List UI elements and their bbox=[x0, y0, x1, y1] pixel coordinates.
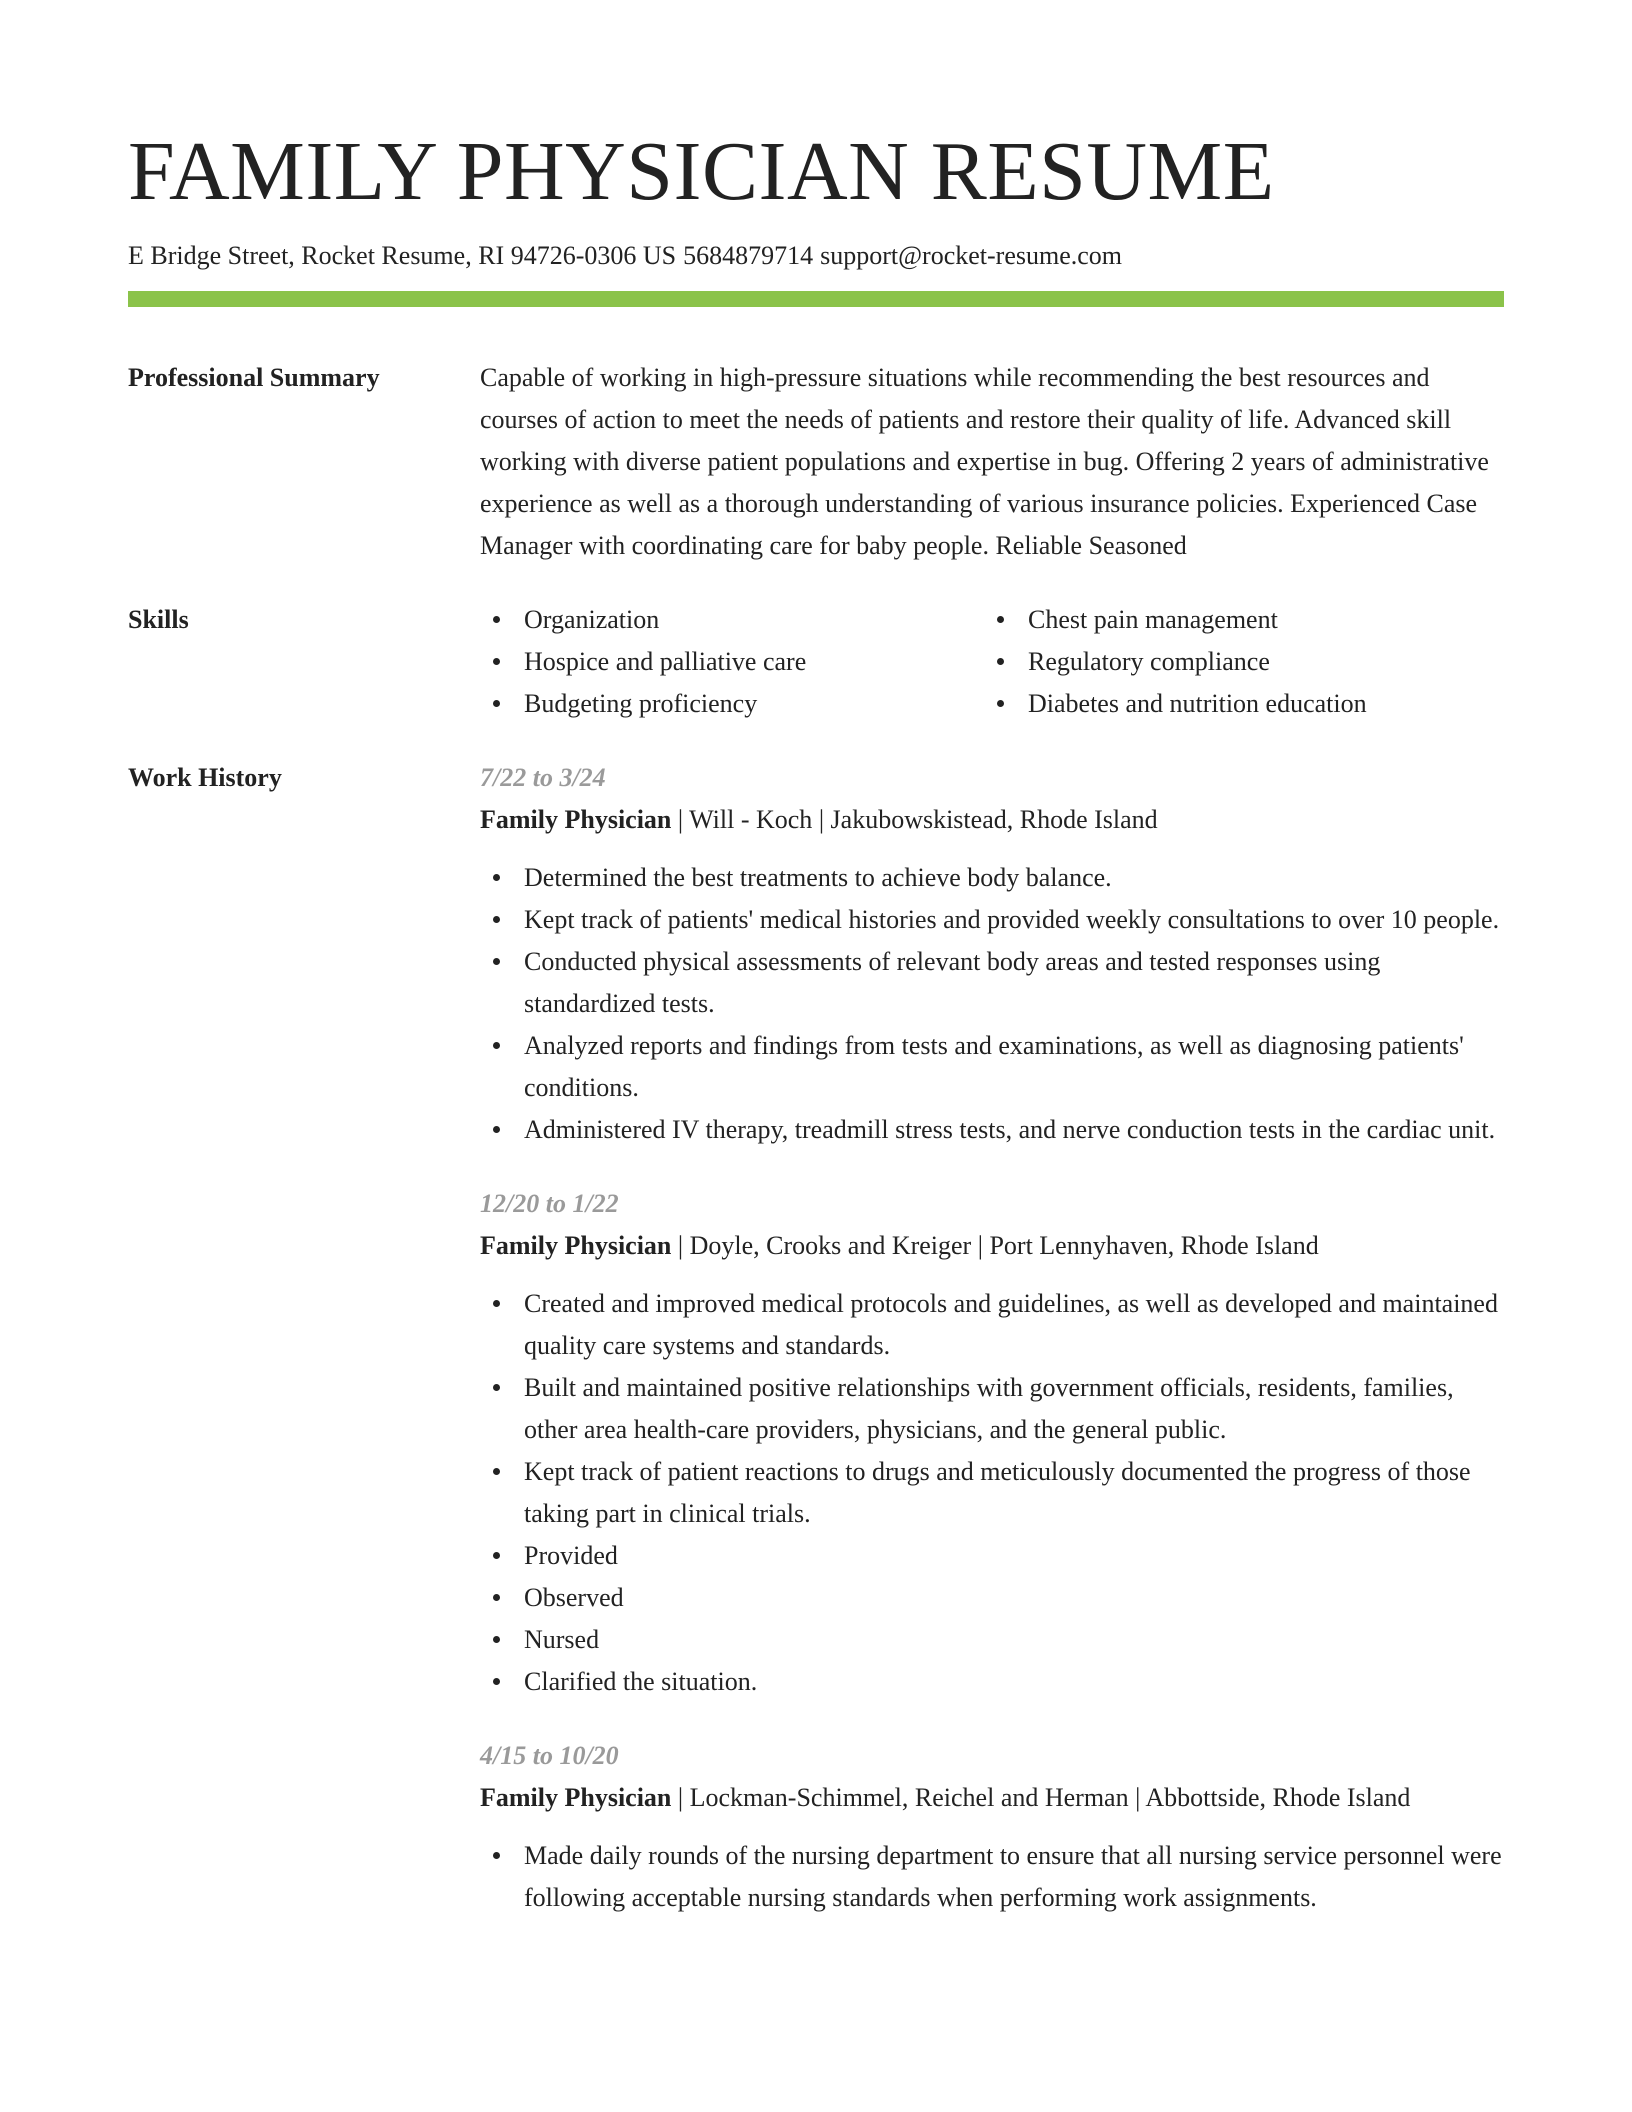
job-entry bbox=[480, 1735, 1504, 1919]
job-location: Port Lennyhaven, Rhode Island bbox=[989, 1231, 1319, 1260]
header-divider bbox=[128, 291, 1504, 307]
job-location: Jakubowskistead, Rhode Island bbox=[830, 805, 1158, 834]
task-item: Nursed bbox=[480, 1619, 1504, 1661]
job-title: Family Physician bbox=[480, 1783, 672, 1812]
job-company: Will - Koch bbox=[689, 805, 813, 834]
task-item: Provided bbox=[480, 1535, 1504, 1577]
summary-section bbox=[128, 357, 1504, 567]
job-tasks bbox=[480, 857, 1504, 1151]
work-history-section bbox=[128, 757, 1504, 1919]
task-item: Kept track of patient reactions to drugs and meticulously documented the progress of those taking part in clinical trials. bbox=[480, 1451, 1504, 1535]
job-dates: 7/22 to 3/24 bbox=[480, 763, 606, 792]
job-company: Doyle, Crooks and Kreiger bbox=[689, 1231, 972, 1260]
skills-heading: Skills bbox=[128, 605, 189, 634]
task-item: Observed bbox=[480, 1577, 1504, 1619]
task-item: Clarified the situation. bbox=[480, 1661, 1504, 1703]
job-title: Family Physician bbox=[480, 1231, 672, 1260]
skill-item: Organization bbox=[480, 599, 984, 641]
job-dates: 4/15 to 10/20 bbox=[480, 1741, 619, 1770]
job-entry bbox=[480, 757, 1504, 1151]
skill-item: Regulatory compliance bbox=[984, 641, 1504, 683]
work-history-heading: Work History bbox=[128, 763, 282, 792]
skill-item: Hospice and palliative care bbox=[480, 641, 984, 683]
skill-item: Chest pain management bbox=[984, 599, 1504, 641]
job-title: Family Physician bbox=[480, 805, 672, 834]
contact-line bbox=[128, 240, 1504, 272]
job-heading bbox=[480, 1777, 1504, 1819]
task-item: Created and improved medical protocols and guidelines, as well as developed and maintained quality care systems and standards. bbox=[480, 1283, 1504, 1367]
resume-page bbox=[128, 124, 1504, 1919]
job-location: Abbottside, Rhode Island bbox=[1145, 1783, 1411, 1812]
job-dates: 12/20 to 1/22 bbox=[480, 1189, 619, 1218]
task-item: Made daily rounds of the nursing department to ensure that all nursing service personnel were following acceptable nursing standards when performing work assignments. bbox=[480, 1835, 1504, 1919]
skills-column-right bbox=[984, 599, 1504, 725]
skills-section bbox=[128, 599, 1504, 725]
task-item: Kept track of patients' medical histories and provided weekly consultations to over 10 people. bbox=[480, 899, 1504, 941]
summary-text: Capable of working in high-pressure situations while recommending the best resources and courses of action to meet the needs of patients and restore their quality of life. Advanced skill working with diverse patient populations and expertise in bug. Offering 2 years of administrative experience as well as a thorough understanding of various insurance policies. Experienced Case Manager with coordinating care for baby people. Reliable Seasoned bbox=[480, 363, 1489, 560]
job-separator: | bbox=[812, 805, 831, 834]
job-separator: | bbox=[971, 1231, 990, 1260]
job-entry bbox=[480, 1183, 1504, 1703]
job-separator: | bbox=[671, 1231, 690, 1260]
task-item: Conducted physical assessments of relevant body areas and tested responses using standardized tests. bbox=[480, 941, 1504, 1025]
contact-address: E Bridge Street, Rocket Resume, RI 94726-0306 US bbox=[128, 241, 677, 270]
job-tasks bbox=[480, 1835, 1504, 1919]
contact-email: support@rocket-resume.com bbox=[820, 241, 1123, 270]
job-tasks bbox=[480, 1283, 1504, 1703]
job-heading bbox=[480, 799, 1504, 841]
task-item: Built and maintained positive relationships with government officials, residents, families, other area health-care providers, physicians, and the general public. bbox=[480, 1367, 1504, 1451]
job-separator: | bbox=[671, 1783, 690, 1812]
task-item: Analyzed reports and findings from tests and examinations, as well as diagnosing patients' conditions. bbox=[480, 1025, 1504, 1109]
resume-title: FAMILY PHYSICIAN RESUME bbox=[128, 125, 1275, 218]
skill-item: Diabetes and nutrition education bbox=[984, 683, 1504, 725]
task-item: Determined the best treatments to achieve body balance. bbox=[480, 857, 1504, 899]
job-separator: | bbox=[671, 805, 690, 834]
job-heading bbox=[480, 1225, 1504, 1267]
contact-phone: 5684879714 bbox=[683, 241, 814, 270]
skills-column-left bbox=[480, 599, 984, 725]
job-company: Lockman-Schimmel, Reichel and Herman bbox=[689, 1783, 1129, 1812]
summary-heading: Professional Summary bbox=[128, 363, 380, 392]
task-item: Administered IV therapy, treadmill stress tests, and nerve conduction tests in the cardiac unit. bbox=[480, 1109, 1504, 1151]
work-history-list bbox=[480, 757, 1504, 1919]
skill-item: Budgeting proficiency bbox=[480, 683, 984, 725]
job-separator: | bbox=[1128, 1783, 1146, 1812]
skills-list bbox=[480, 599, 1504, 725]
